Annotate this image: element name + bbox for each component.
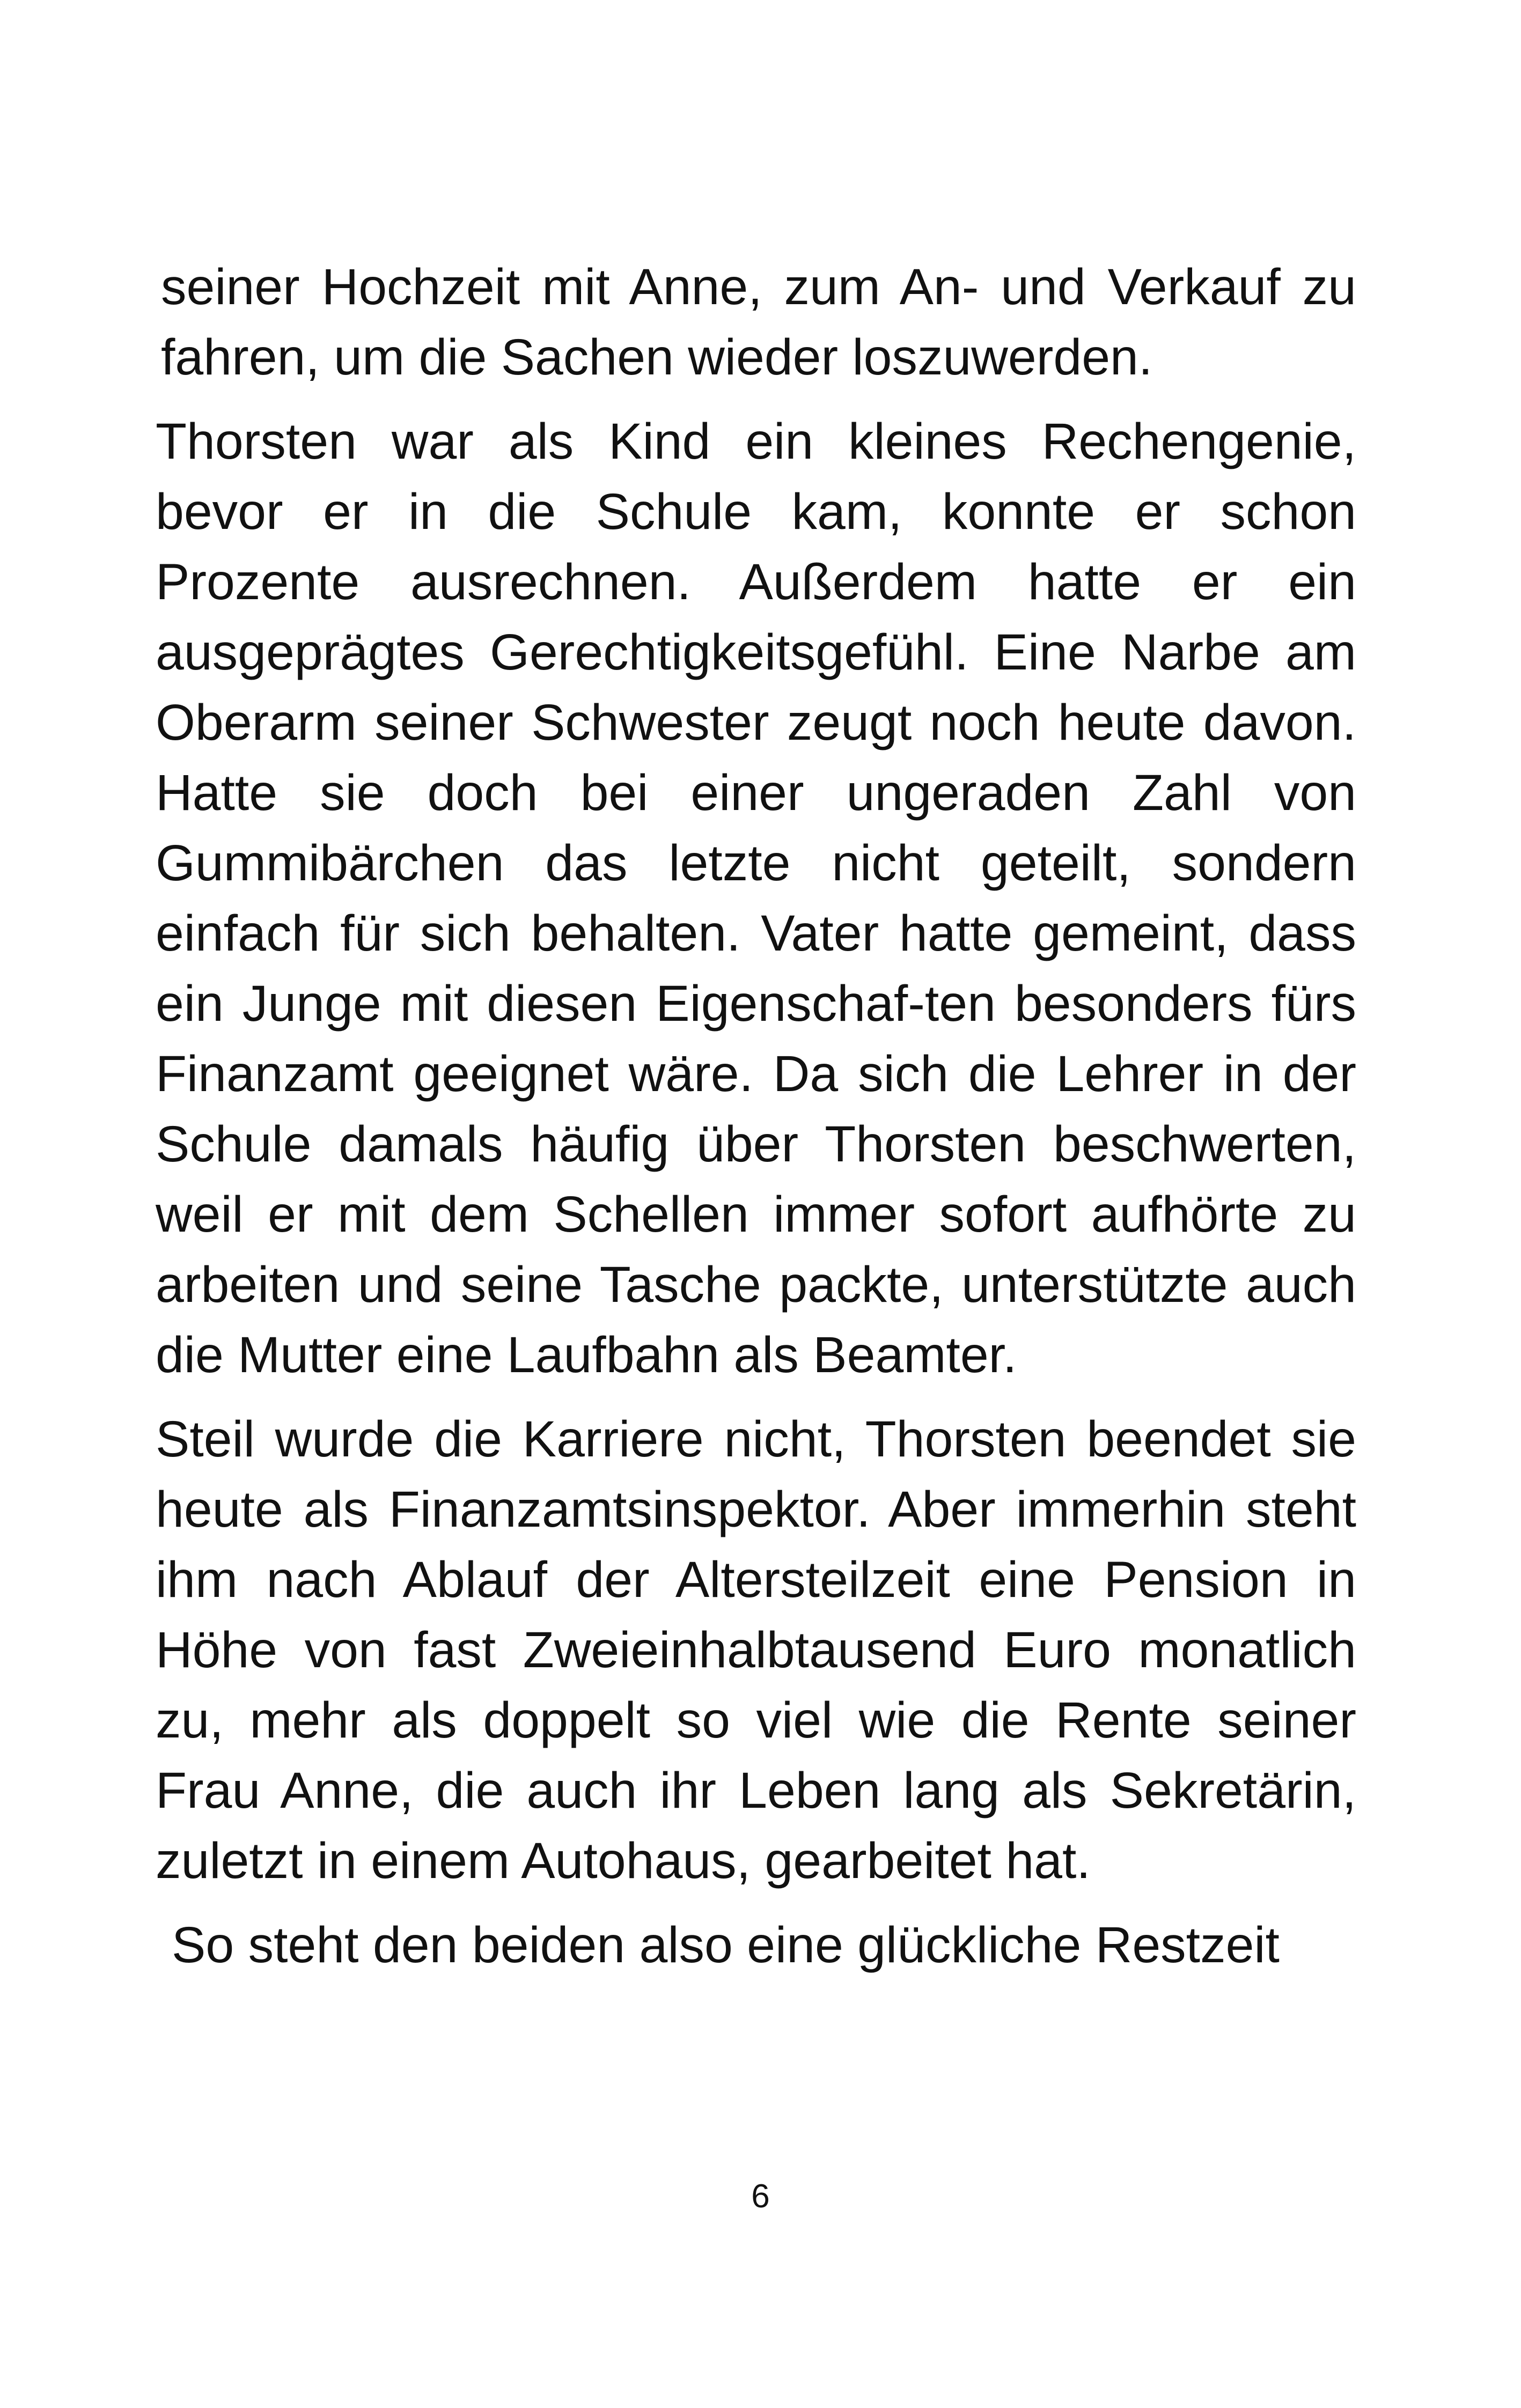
paragraph-closing: So steht den beiden also eine glückliche Restzeit — [172, 1917, 1280, 1973]
page-number: 6 — [751, 2178, 770, 2215]
body-text — [156, 252, 1356, 1980]
paragraph-continued: seiner Hochzeit mit Anne, zum An- und Verkauf zu fahren, um die Sachen wieder loszuwerden. — [161, 259, 1356, 386]
paragraph-career: Steil wurde die Karriere nicht, Thorsten beendet sie heute als Finanzamtsinspektor. Aber immerhin steht ihm nach Ablauf der Altersteilzeit eine Pension in Höhe von fast Zweieinhalbtausend Euro monatlich zu, mehr als doppelt so viel wie die Rente seiner Frau Anne, die auch ihr Leben lang als Sekretärin, zuletzt in einem Autohaus, gearbeitet hat. — [156, 1411, 1356, 1889]
paragraph-childhood: Thorsten war als Kind ein kleines Rechengenie, bevor er in die Schule kam, konnte er schon Prozente ausrechnen. Außerdem hatte er ein ausgeprägtes Gerechtigkeitsgefühl. Eine Narbe am Oberarm seiner Schwester zeugt noch heute davon. Hatte sie doch bei einer ungeraden Zahl von Gummibärchen das letzte nicht geteilt, sondern einfach für sich behalten. Vater hatte gemeint, dass ein Junge mit diesen Eigenschaf-ten besonders fürs Finanzamt geeignet wäre. Da sich die Lehrer in der Schule damals häufig über Thorsten beschwerten, weil er mit dem Schellen immer sofort aufhörte zu arbeiten und seine Tasche packte, unterstützte auch die Mutter eine Laufbahn als Beamter. — [156, 413, 1356, 1383]
